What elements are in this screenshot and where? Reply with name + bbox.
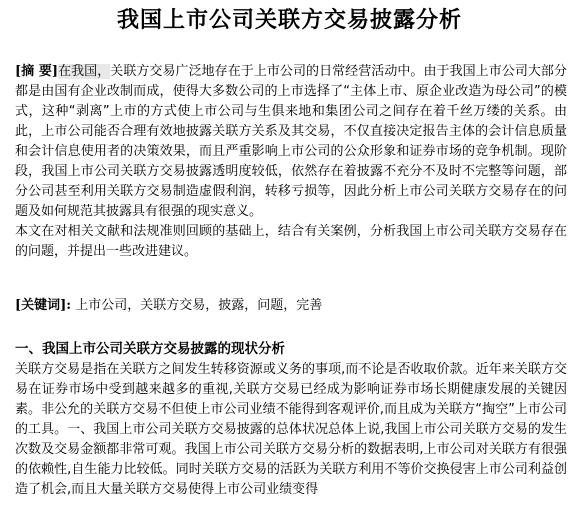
abstract-highlight: 在我国， [58, 64, 111, 79]
section-1-paragraph: 关联方交易是指在关联方之间发生转移资源或义务的事项,而不论是否收取价款。近年来关联方交易在证券市场中受到越来越多的重视,关联方交易已经成为影响证券市场长期健康发展的关键因素。非公允的关联方交易不但使上市公司业绩不能得到客观评价,而且成为关联方“掏空”上市公司的工具。一、我国上市公司关联方交易披露的总体状况总体上说,我国上市公司关联方交易的发生次数及交易金额都非常可观。我国上市公司关联方交易分析的数据表明,上市公司对关联方有很强的依赖性,自生能力比较低。同时关联方交易的活跃为关联方利用不等价交换侵害上市公司利益创造了机会,而且大量关联方交易使得上市公司业绩变得 [15, 362, 567, 497]
abstract-paragraph-1 [15, 62, 567, 222]
keywords-line [15, 296, 567, 316]
abstract-label: [摘 要] [15, 64, 59, 79]
keywords-text: 上市公司，关联方交易，披露，问题，完善 [75, 298, 323, 313]
section-1 [15, 338, 567, 500]
abstract-paragraph-2: 本文在对相关文献和法规准则回顾的基础上，结合有关案例，分析我国上市公司关联方交易存在的问题，并提出一些改进建议。 [15, 224, 567, 259]
abstract-text: 关联方交易广泛地存在于上市公司的日常经营活动中。由于我国上市公司大部分都是由国有企业改制而成，使得大多数公司的上市选择了“主体上市、原企业改造为母公司”的模式，这种“剥离”上市的方式使上市公司与生俱来地和集团公司之间存在着千丝万缕的关系。由此，上市公司能否合理有效地披露关联方关系及其交易，不仅直接决定报告主体的会计信息质量和会计信息使用者的决策效果，而且严重影响上市公司的公众形象和证券市场的竞争机制。现阶段，我国上市公司关联方交易披露透明度较低，依然存在着披露不充分不及时不完整等问题，部分公司甚至利用关联方交易制造虚假利润，转移亏损等，因此分析上市公司关联方交易存在的问题及如何规范其披露具有很强的现实意义。 [15, 64, 567, 219]
section-1-heading: 一、我国上市公司关联方交易披露的现状分析 [15, 341, 285, 357]
document-title: 我国上市公司关联方交易披露分析 [116, 7, 462, 33]
keywords-label: [关键词]: [15, 298, 72, 313]
abstract-block [15, 62, 567, 262]
